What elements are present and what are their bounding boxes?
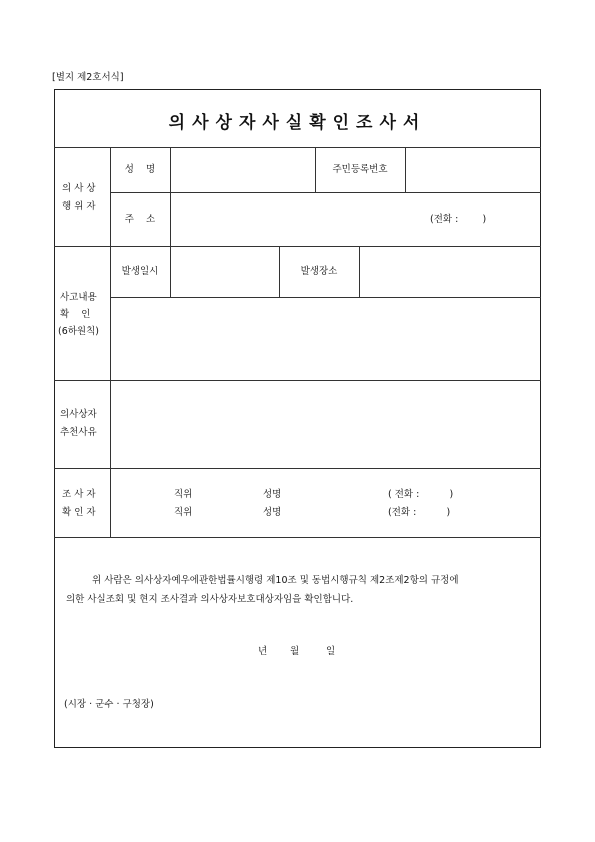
divider-recommend [54,468,541,469]
signatory-label: (시장 · 군수 · 구청장) [64,699,154,710]
occurrence-place-label: 발생장소 [300,266,338,277]
incident-section-label-2: 확 인 [60,309,91,320]
incident-section-label-1: 사고내용 [60,292,97,303]
actor-phone-label: (전화 : ) [430,214,487,225]
occurrence-date-field[interactable] [171,247,278,296]
resident-number-field[interactable] [406,148,540,191]
incident-details-field[interactable] [111,298,540,379]
investigator-name-label: 성명 [263,489,282,500]
verifier-name-label: 성명 [263,507,282,518]
investigator-section-label-1: 조 사 자 [62,489,96,500]
recommend-reason-field[interactable] [111,381,540,467]
statement-line-2: 의한 사실조회 및 현지 조사결과 의사상자보호대상자임을 확인합니다. [66,594,354,605]
address-field[interactable] [171,193,421,245]
investigator-position-label: 직위 [174,489,193,500]
name-field[interactable] [171,148,314,191]
resident-number-label: 주민등록번호 [332,164,388,175]
occurrence-date-label: 발생일시 [121,266,159,277]
actor-section-label-2: 행 위 자 [62,201,96,212]
form-number-label: [별지 제2호서식] [52,72,124,83]
date-year-label: 년 [258,646,268,657]
recommend-section-label-2: 추천사유 [60,427,97,438]
form-title: 의사상자사실확인조사서 [168,113,427,133]
statement-line-1: 위 사람은 의사상자예우에관한법률시행령 제10조 및 동법시행규칙 제2조제2항의 규정에 [92,575,459,586]
occurrence-place-field[interactable] [360,247,540,296]
name-label: 성 명 [124,164,156,175]
date-day-label: 일 [326,646,336,657]
date-month-label: 월 [290,646,300,657]
address-label: 주 소 [124,214,156,225]
investigator-section-label-2: 확 인 자 [62,507,96,518]
incident-section-label-3: (6하원칙) [58,326,99,337]
recommend-section-label-1: 의사상자 [60,409,97,420]
divider-investigator [54,537,541,538]
verifier-phone-label: (전화 : ) [388,507,451,518]
verifier-position-label: 직위 [174,507,193,518]
actor-section-label-1: 의 사 상 [62,183,96,194]
investigator-phone-label: ( 전화 : ) [388,489,454,500]
